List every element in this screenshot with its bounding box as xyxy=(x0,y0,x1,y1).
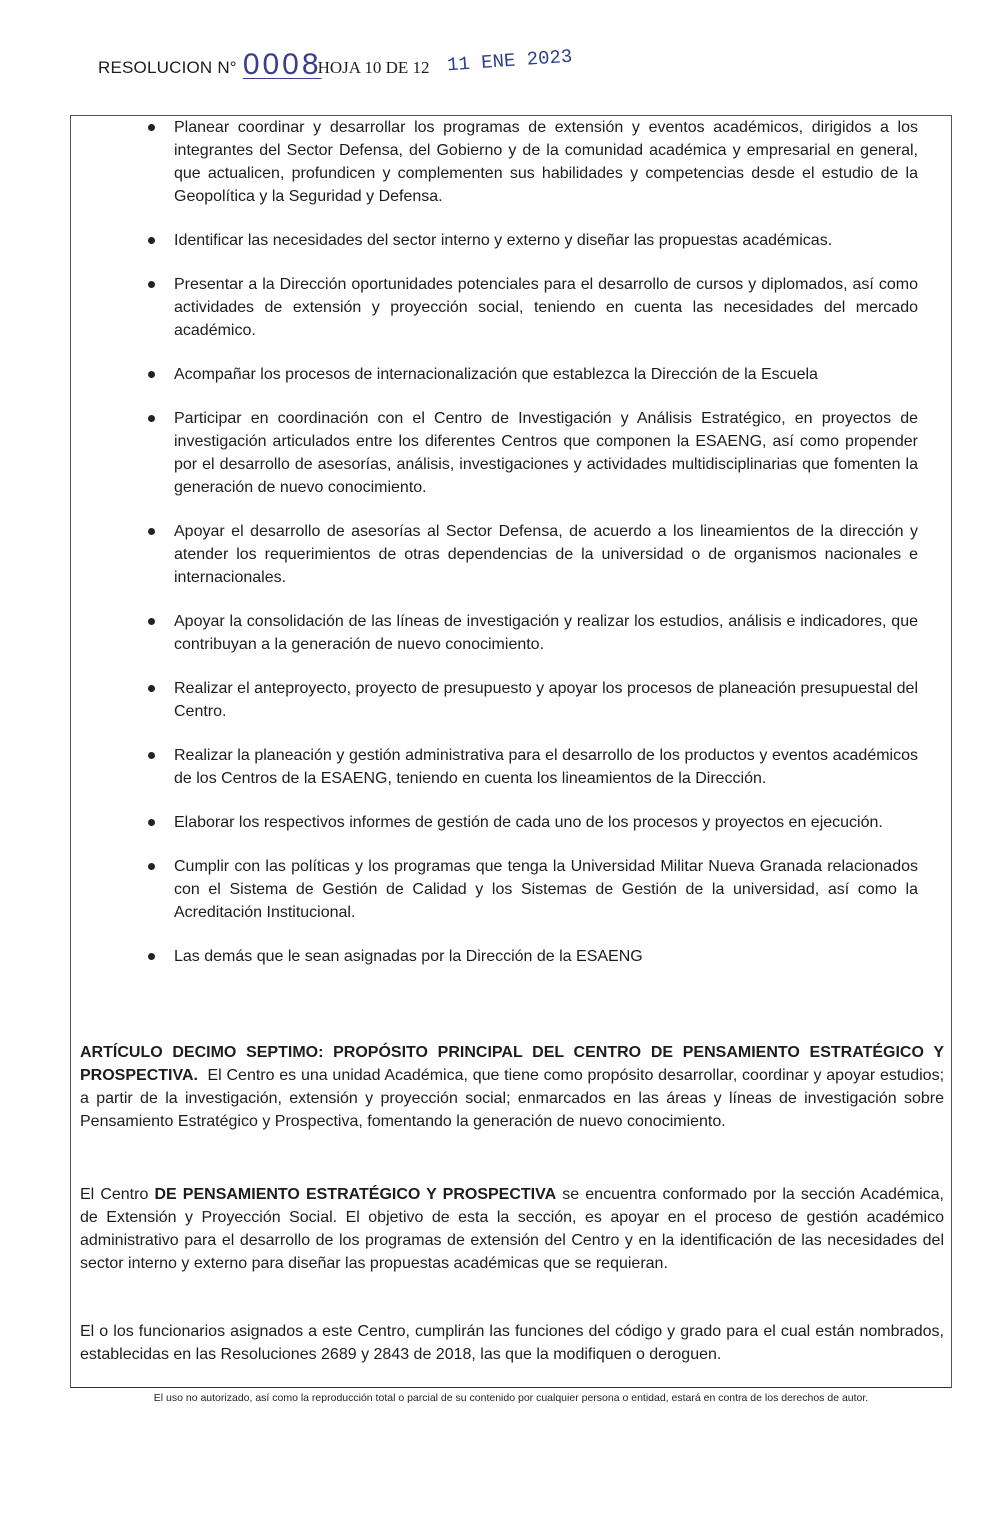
section-body: se encuentra conformado por la sección Académica, de Extensión y Proyección Social. El objetivo de esta la sección, es apoyar en el proceso de gestión académico administrativo para el desarrollo de los programas de extensión del Centro y en la identificación de las necesidades del sector interno y externo para diseñar las propuestas académicas que se requieran. xyxy=(80,1186,944,1272)
staff-paragraph: El o los funcionarios asignados a este Centro, cumplirán las funciones del código y grado para el cual están nombrados, establecidas en las Resoluciones 2689 y 2843 de 2018, las que la modifiquen o deroguen. xyxy=(80,1323,944,1363)
list-item: Realizar la planeación y gestión administrativa para el desarrollo de los productos y eventos académicos de los Centros de la ESAENG, teniendo en cuenta los lineamientos de la Dirección. xyxy=(148,744,918,790)
section-center-name: DE PENSAMIENTO ESTRATÉGICO Y PROSPECTIVA xyxy=(154,1186,557,1203)
list-item: Realizar el anteproyecto, proyecto de presupuesto y apoyar los procesos de planeación presupuestal del Centro. xyxy=(148,677,918,723)
resolution-number: 0008 xyxy=(242,48,322,81)
section-paragraph xyxy=(80,1183,944,1275)
list-item: Participar en coordinación con el Centro de Investigación y Análisis Estratégico, en proyectos de investigación articulados entre los diferentes Centros que componen la ESAENG, así como propender por el desarrollo de asesorías, análisis, investigaciones y actividades multidisciplinarias que fomenten la generación de nuevo conocimiento. xyxy=(148,407,918,499)
list-item: Las demás que le sean asignadas por la Dirección de la ESAENG xyxy=(148,945,918,968)
functions-list xyxy=(148,116,918,968)
list-item: Planear coordinar y desarrollar los programas de extensión y eventos académicos, dirigidos a los integrantes del Sector Defensa, del Gobierno y de la comunidad académica y empresarial en general, que actualicen, profundicen y complementen sus habilidades y competencias desde el estudio de la Geopolítica y la Seguridad y Defensa. xyxy=(148,116,918,208)
date-stamp: 11 ENE 2023 xyxy=(446,45,574,77)
article-paragraph xyxy=(80,1041,944,1133)
list-item: Apoyar el desarrollo de asesorías al Sector Defensa, de acuerdo a los lineamientos de la dirección y atender los requerimientos de otras dependencias de la universidad o de organismos nacionales e internacionales. xyxy=(148,520,918,589)
article-heading: ARTÍCULO DECIMO SEPTIMO: PROPÓSITO PRINCIPAL DEL CENTRO DE PENSAMIENTO ESTRATÉGICO Y PROSPECTIVA. xyxy=(80,1044,944,1084)
sheet-indicator: HOJA 10 DE 12 xyxy=(317,58,430,77)
list-item: Cumplir con las políticas y los programas que tenga la Universidad Militar Nueva Granada relacionados con el Sistema de Gestión de Calidad y los Sistemas de Gestión de la universidad, así como la Acreditación Institucional. xyxy=(148,855,918,924)
document-header xyxy=(98,34,573,84)
copyright-footer: El uso no autorizado, así como la reproducción total o parcial de su contenido por cualquier persona o entidad, estará en contra de los derechos de autor. xyxy=(153,1392,869,1404)
list-item: Acompañar los procesos de internacionalización que establezca la Dirección de la Escuela xyxy=(148,363,918,386)
resolution-label: RESOLUCION N° xyxy=(98,58,237,77)
list-item: Presentar a la Dirección oportunidades potenciales para el desarrollo de cursos y diplomados, así como actividades de extensión y proyección social, teniendo en cuenta las necesidades del mercado académico. xyxy=(148,273,918,342)
section-lead: El Centro xyxy=(80,1186,149,1203)
article-body: El Centro es una unidad Académica, que tiene como propósito desarrollar, coordinar y apoyar estudios; a partir de la investigación, extensión y proyección social; enmarcados en las áreas y líneas de investigación sobre Pensamiento Estratégico y Prospectiva, fomentando la generación de nuevo conocimiento. xyxy=(80,1067,945,1130)
list-item: Identificar las necesidades del sector interno y externo y diseñar las propuestas académicas. xyxy=(148,229,918,252)
list-item: Apoyar la consolidación de las líneas de investigación y realizar los estudios, análisis e indicadores, que contribuyan a la generación de nuevo conocimiento. xyxy=(148,610,918,656)
list-item: Elaborar los respectivos informes de gestión de cada uno de los procesos y proyectos en ejecución. xyxy=(148,811,918,834)
